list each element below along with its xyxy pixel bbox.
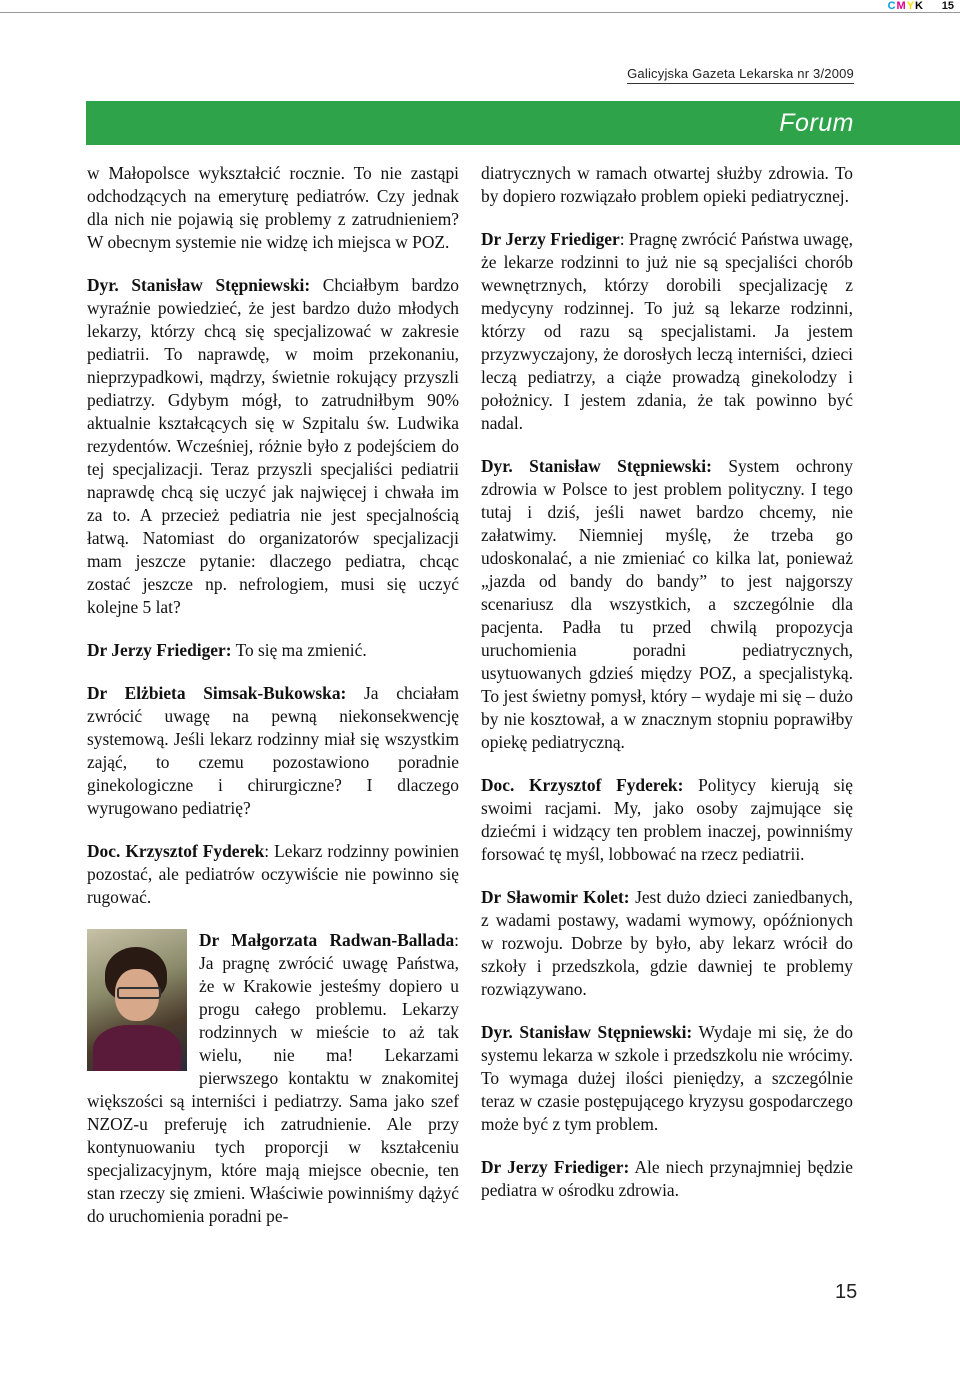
paragraph: Doc. Krzysztof Fyderek: Lekarz rodzinny powinien pozostać, ale pediatrów oczywiście nie powinno się rugować. <box>87 841 459 907</box>
paragraph: Doc. Krzysztof Fyderek: Politycy kierują się swoimi racjami. My, jako osoby zajmujące się dziećmi i widzący ten problem inaczej, powinniśmy forsować tę myśl, lobbować na rzecz pediatrii. <box>481 775 853 864</box>
speaker-name: Dr Małgorzata Radwan-Ballada <box>199 930 455 950</box>
paragraph: Dr Jerzy Friediger: To się ma zmienić. <box>87 640 367 660</box>
speaker-name: Dr Jerzy Friediger: <box>87 640 232 660</box>
page-number: 15 <box>835 1281 858 1303</box>
speaker-name: Dyr. Stanisław Stępniewski: <box>481 1022 693 1042</box>
speaker-name: Dr Jerzy Friediger: <box>481 1157 630 1177</box>
paragraph: Dr Małgorzata Radwan-Ballada: Ja pragnę zwrócić uwagę Państwa, że w Krakowie jesteśmy dopiero u progu całego problemu. Lekarzy rodzinnych w mieście to aż tak wielu, nie ma! Lekarzami pierwszego kontaktu w znakomitej większości są interniści i pediatrzy. Sama jako szef NZOZ-u preferuję ich zatrudnienie. Ale przy kontynuowaniu tych proporcji w kształceniu specjalizacyjnym, które mają miejsce obecnie, ten stan rzeczy się zmieni. Właściwie powinniśmy dążyć do uruchomienia poradni pe- <box>87 930 459 1226</box>
paragraph: diatrycznych w ramach otwartej służby zdrowia. To by dopiero rozwiązało problem opieki pediatrycznej. <box>481 163 853 206</box>
paragraph: Dyr. Stanisław Stępniewski: Wydaje mi się, że do systemu lekarza w szkole i przedszkolu nie wrócimy. To wymaga dużej ilości pieniędzy, a szczególnie teraz w czasie postępującego kryzysu gospodarczego może być z tym problem. <box>481 1022 853 1134</box>
speaker-name: Dyr. Stanisław Stępniewski: <box>87 275 311 295</box>
right-column <box>481 162 853 1222</box>
top-page-number: 15 <box>941 0 954 12</box>
top-strip <box>0 0 960 13</box>
cmyk-marks: CMYK <box>887 0 924 12</box>
portrait-photo <box>87 929 187 1071</box>
paragraph: Dr Sławomir Kolet: Jest dużo dzieci zaniedbanych, z wadami postawy, wadami wymowy, opóźnionych w rozwoju. Dobrze by było, aby lekarz wrócił do szkoły i przedszkola, gdzie dawniej te problemy rozwiązywano. <box>481 887 853 999</box>
paragraph: w Małopolsce wykształcić rocznie. To nie zastąpi odchodzących na emeryturę pediatrów. Czy jednak dla nich nie pojawią się problemy z zatrudnieniem? W obecnym systemie nie widzę ich miejsca w POZ. <box>87 163 459 252</box>
paragraph: Dyr. Stanisław Stępniewski: Chciałbym bardzo wyraźnie powiedzieć, że jest bardzo dużo młodych lekarzy, którzy chcą się specjalizować w zakresie pediatrii. To naprawdę, w moim przekonaniu, nieprzypadkowi, mądrzy, świetnie rokujący przyszli pediatrzy. Gdybym mógł, to zatrudniłbym 90% aktualnie kształcących się w Szpitalu św. Ludwika rezydentów. Wcześniej, różnie było z podejściem do tej specjalizacji. Teraz przyszli specjaliści pediatrii naprawdę chcą się uczyć jak najwięcej i chwała im za to. A przecież pediatria nie jest specjalnością łatwą. Natomiast do organizatorów specjalizacji mam jeszcze pytanie: dlaczego pediatra, chcąc zostać jeszcze np. nefrologiem, musi się uczyć kolejne 5 lat? <box>87 275 459 617</box>
speaker-name: Dr Sławomir Kolet: <box>481 887 630 907</box>
journal-title: Galicyjska Gazeta Lekarska nr 3/2009 <box>627 66 854 84</box>
paragraph: Dyr. Stanisław Stępniewski: System ochrony zdrowia w Polsce to jest problem polityczny. I tego tutaj i dziś, jeśli nawet bardzo chcemy, nie załatwimy. Niemniej myślę, że trzeba go udoskonalać, a nie zmieniać co kilka lat, ponieważ „jazda od bandy do bandy” to jest najgorszy scenariusz dla wszystkich, a szczególnie dla pacjenta. Padła tu przed chwilą propozycja uruchomienia poradni pediatrycznych, usytuowanych gdzieś między POZ, a specjalistyką. To jest świetny pomysł, który – wydaje mi się – dużo by nie kosztował, a w znacznym stopniu poprawiłby opiekę pediatryczną. <box>481 456 853 752</box>
speaker-name: Dr Elżbieta Simsak-Bukowska: <box>87 683 347 703</box>
left-column <box>87 162 459 1248</box>
paragraph-with-photo <box>87 929 459 1228</box>
speaker-name: Doc. Krzysztof Fyderek: <box>481 775 684 795</box>
paragraph: Dr Jerzy Friediger: Pragnę zwrócić Państwa uwagę, że lekarze rodzinni to już nie są specjaliści chorób wewnętrznych, którzy dorobili specjalizację z medycyny rodzinnej. To już są lekarze rodzinni, którzy od razu są specjalistami. Ja jestem przyzwyczajony, że dorosłych leczą interniści, dzieci leczą pediatrzy, a ciąże prowadzą ginekolodzy i położnicy. I jestem zdania, że tak powinno być nadal. <box>481 229 854 433</box>
speaker-name: Doc. Krzysztof Fyderek <box>87 841 265 861</box>
speaker-name: Dr Jerzy Friediger <box>481 229 620 249</box>
section-title: Forum <box>779 109 854 137</box>
speaker-name: Dyr. Stanisław Stępniewski: <box>481 456 712 476</box>
paragraph: Dr Elżbieta Simsak-Bukowska: Ja chciałam zwrócić uwagę na pewną niekonsekwencję systemową. Jeśli lekarz rodzinny miał się wszystkim zająć, to czemu pozostawiono poradnie ginekologiczne i chirurgiczne? I dlaczego wyrugowano pediatrię? <box>87 683 459 818</box>
paragraph: Dr Jerzy Friediger: Ale niech przynajmniej będzie pediatra w ośrodku zdrowia. <box>481 1157 853 1200</box>
